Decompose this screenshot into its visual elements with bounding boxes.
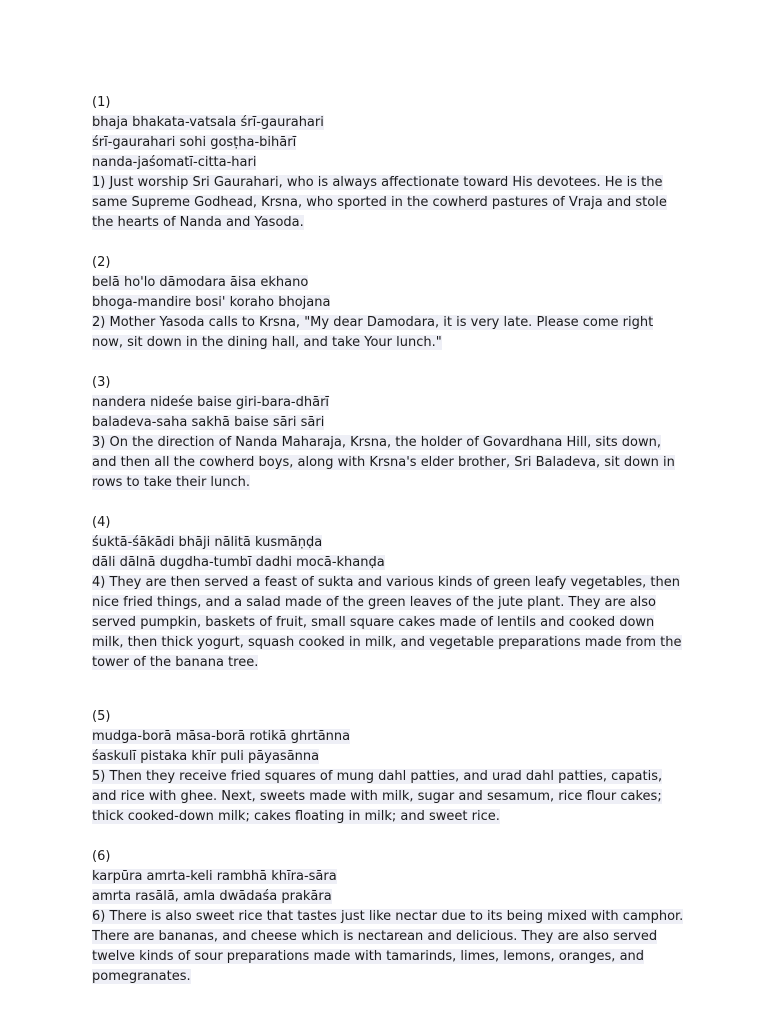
- verse-line: mudga-borā māsa-borā rotikā ghrtānna: [92, 729, 351, 744]
- verse-line: baladeva-saha sakhā baise sāri sāri: [92, 415, 325, 430]
- verse-number: (6): [92, 849, 111, 864]
- verse-line: nandera nideśe baise giri-bara-dhārī: [92, 395, 330, 410]
- song-document: [92, 93, 692, 987]
- verse-translation: 5) Then they receive fried squares of mung dahl patties, and urad dahl patties, capatis, and rice with ghee. Next, sweets made with milk, sugar and sesamum, rice flour cakes; thick cooked-down milk; cakes floating in milk; and sweet rice.: [92, 769, 663, 824]
- verse-number: (2): [92, 255, 111, 270]
- verse-number: (3): [92, 375, 111, 390]
- verse-line: karpūra amrta-keli rambhā khīra-sāra: [92, 869, 337, 884]
- verse-number: (1): [92, 95, 111, 110]
- verse-line: belā ho'lo dāmodara āisa ekhano: [92, 275, 309, 290]
- verse-line: śrī-gaurahari sohi gosṭha-bihārī: [92, 135, 297, 150]
- verse-line: amrta rasālā, amla dwādaśa prakāra: [92, 889, 332, 904]
- verse-6: [92, 847, 692, 987]
- verse-line: śuktā-śākādi bhāji nālitā kusmāṇḍa: [92, 535, 323, 550]
- verse-translation: 6) There is also sweet rice that tastes just like nectar due to its being mixed with camphor. There are bananas, and cheese which is nectarean and delicious. They are also served twelve kinds of sour preparations made with tamarinds, limes, lemons, oranges, and pomegranates.: [92, 909, 684, 984]
- verse-5: [92, 707, 692, 827]
- verse-number: (5): [92, 709, 111, 724]
- verse-number: (4): [92, 515, 111, 530]
- verse-line: dāli dālnā dugdha-tumbī dadhi mocā-khanḍa: [92, 555, 385, 570]
- verse-3: [92, 373, 692, 493]
- verse-line: śaskulī pistaka khīr puli pāyasānna: [92, 749, 320, 764]
- verse-line: bhoga-mandire bosi' koraho bhojana: [92, 295, 331, 310]
- verse-translation: 2) Mother Yasoda calls to Krsna, "My dear Damodara, it is very late. Please come right now, sit down in the dining hall, and take Your lunch.": [92, 315, 654, 350]
- verse-translation: 1) Just worship Sri Gaurahari, who is always affectionate toward His devotees. He is the same Supreme Godhead, Krsna, who sported in the cowherd pastures of Vraja and stole the hearts of Nanda and Yasoda.: [92, 175, 667, 230]
- verse-1: [92, 93, 692, 233]
- verse-line: nanda-jaśomatī-citta-hari: [92, 155, 257, 170]
- verse-4: [92, 513, 692, 673]
- verse-2: [92, 253, 692, 353]
- verse-translation: 3) On the direction of Nanda Maharaja, Krsna, the holder of Govardhana Hill, sits down, and then all the cowherd boys, along with Krsna's elder brother, Sri Baladeva, sit down in rows to take their lunch.: [92, 435, 675, 490]
- verse-translation: 4) They are then served a feast of sukta and various kinds of green leafy vegetables, then nice fried things, and a salad made of the green leaves of the jute plant. They are also served pumpkin, baskets of fruit, small square cakes made of lentils and cooked down milk, then thick yogurt, squash cooked in milk, and vegetable preparations made from the tower of the banana tree.: [92, 575, 682, 670]
- verse-line: bhaja bhakata-vatsala śrī-gaurahari: [92, 115, 324, 130]
